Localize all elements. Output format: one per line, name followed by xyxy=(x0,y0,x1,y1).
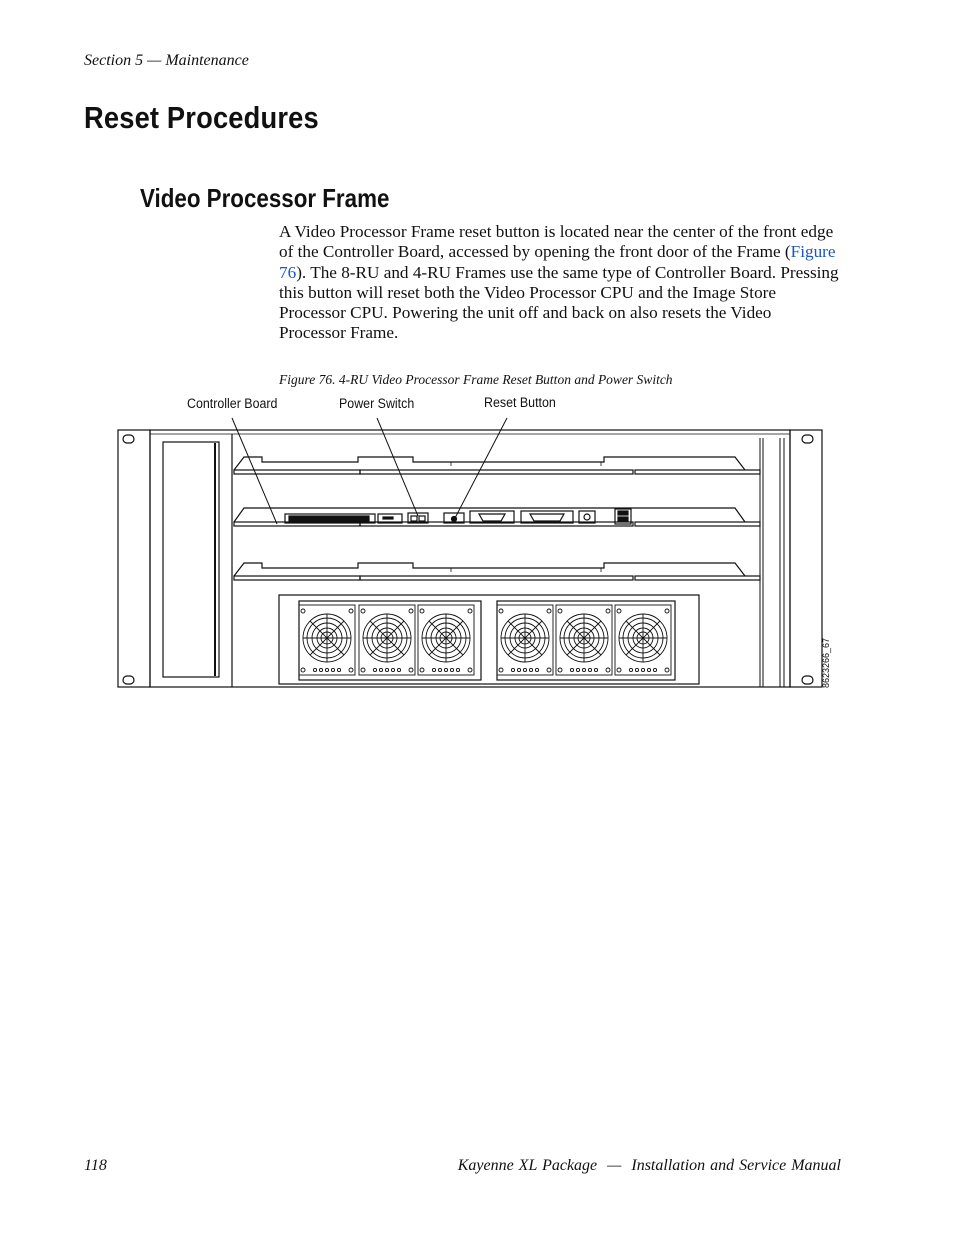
fan-6 xyxy=(615,605,671,675)
board-slot-3 xyxy=(234,563,760,580)
cooling-fans xyxy=(299,605,671,675)
page-number: 118 xyxy=(84,1157,107,1174)
chassis xyxy=(150,430,790,687)
front-door-panel xyxy=(163,434,232,687)
fan-5 xyxy=(556,605,612,675)
right-rack-ear xyxy=(790,430,822,687)
section-heading: Video Processor Frame xyxy=(140,183,390,213)
board-slot-1 xyxy=(234,457,760,474)
callout-reset-button: Reset Button xyxy=(484,395,556,410)
page-title: Reset Procedures xyxy=(84,100,319,135)
right-side-rails xyxy=(760,438,784,687)
paragraph-text-2: ). The 8-RU and 4-RU Frames use the same type of Controller Board. Pressing this button will reset both the Video Processor CPU and the Image Store Processor CPU. Powering the unit off and back on also resets the Video Processor Frame. xyxy=(279,262,839,343)
footer-title: Kayenne XL Package — Installation and Service Manual xyxy=(457,1157,841,1174)
figure-link[interactable]: Figure 76 xyxy=(279,242,836,282)
callout-power-switch: Power Switch xyxy=(339,396,415,411)
paragraph-text-1: A Video Processor Frame reset button is located near the center of the front edge of the Controller Board, accessed by opening the front door of the Frame ( xyxy=(279,222,834,262)
running-header: Section 5 — Maintenance xyxy=(84,52,249,69)
fan-2 xyxy=(359,605,415,675)
body-paragraph xyxy=(279,222,841,344)
figure-caption: Figure 76. 4-RU Video Processor Frame Reset Button and Power Switch xyxy=(279,372,673,387)
controller-board xyxy=(234,508,760,526)
left-rack-ear xyxy=(118,430,150,687)
fan-1 xyxy=(299,605,355,675)
callout-controller-board: Controller Board xyxy=(187,396,278,411)
frame-diagram xyxy=(115,410,831,695)
fan-4 xyxy=(497,605,553,675)
figure-id: 8623266_67 xyxy=(821,637,831,688)
fan-3 xyxy=(418,605,474,675)
